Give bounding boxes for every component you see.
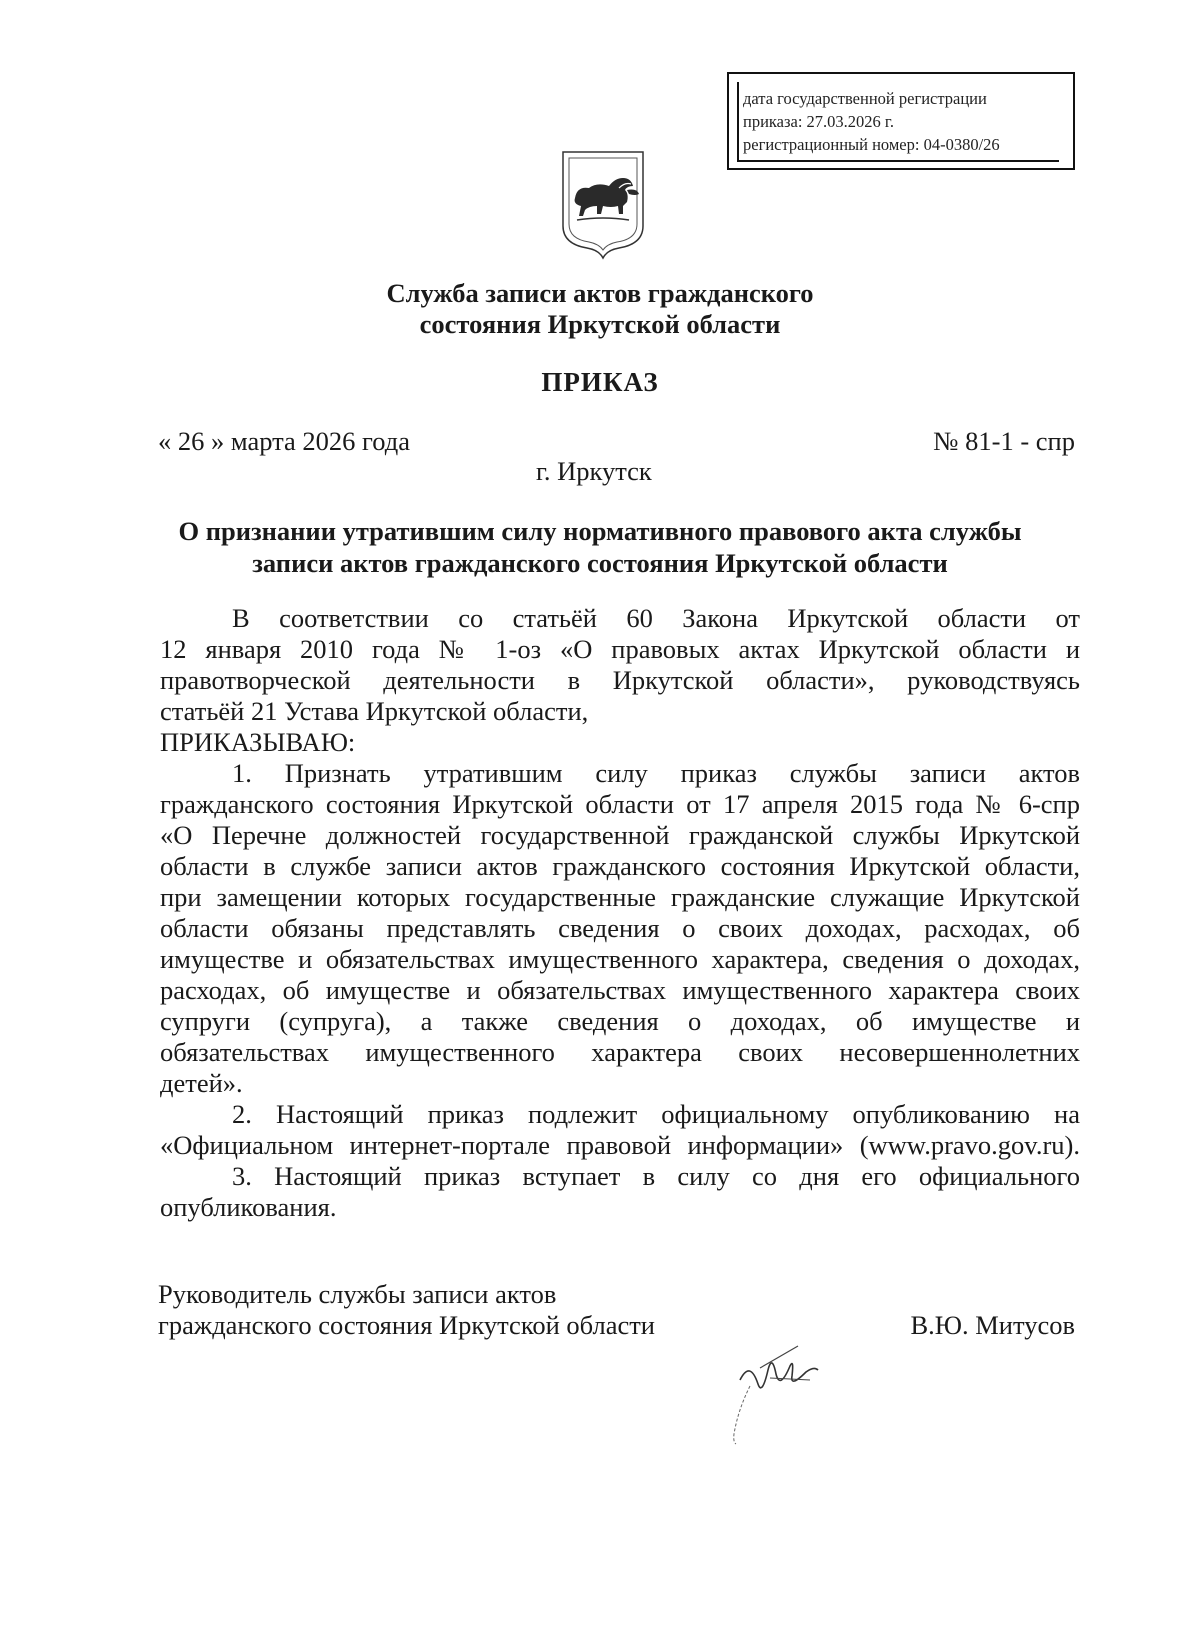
preamble-line: правотворческой деятельности в Иркутской области», руководствуясь [160,665,1080,695]
item1-line: расходах, об имуществе и обязательствах имущественного характера своих [160,975,1080,1005]
registration-number: регистрационный номер: 04-0380/26 [743,135,1000,154]
registration-date-value: приказа: 27.03.2026 г. [743,112,894,131]
irkutsk-coat-of-arms-icon [557,148,649,260]
registration-stamp [727,72,1075,170]
item2-line: 2. Настоящий приказ подлежит официальному опубликованию на [232,1099,1080,1129]
order-number: № 81-1 - спр [933,426,1075,456]
order-title-line2: записи актов гражданского состояния Иркутской области [252,548,948,578]
item1-line: «О Перечне должностей государственной гражданской службы Иркутской [160,820,1080,850]
order-city: г. Иркутск [536,456,652,486]
item1-line: при замещении которых государственные гражданские служащие Иркутской [160,882,1080,912]
org-name-line2: состояния Иркутской области [419,309,781,339]
item1-line: области в службе записи актов гражданского состояния Иркутской области, [160,851,1080,881]
order-word: ПРИКАЗЫВАЮ: [160,727,356,757]
preamble-line: статьёй 21 Устава Иркутской области, [160,696,589,726]
handwritten-signature [720,1340,840,1450]
order-date: « 26 » марта 2026 года [158,426,410,456]
document-type-heading: ПРИКАЗ [541,367,659,397]
signatory-position-line2: гражданского состояния Иркутской области [158,1310,655,1340]
preamble-line: В соответствии со статьёй 60 Закона Иркутской области от [232,603,1080,633]
item1-line: области обязаны представлять сведения о своих доходах, расходах, об [160,913,1080,943]
order-title-line1: О признании утратившим силу нормативного правового акта службы [178,516,1022,546]
item1-line: гражданского состояния Иркутской области от 17 апреля 2015 года № 6-спр [160,789,1080,819]
item1-line: детей». [160,1068,243,1098]
item3-line: опубликования. [160,1192,337,1222]
signatory-name: В.Ю. Митусов [910,1310,1075,1340]
registration-date-label: дата государственной регистрации [743,89,987,108]
item1-line: имуществе и обязательствах имущественного характера, сведения о доходах, [160,944,1080,974]
preamble-line: 12 января 2010 года № 1-оз «О правовых актах Иркутской области и [160,634,1080,664]
item1-line: 1. Признать утратившим силу приказ службы записи актов [232,758,1080,788]
item1-line: обязательствах имущественного характера своих несовершеннолетних [160,1037,1080,1067]
org-name-line1: Служба записи актов гражданского [386,278,814,308]
item2-line: «Официальном интернет-портале правовой информации» (www.pravo.gov.ru). [160,1130,1080,1160]
signatory-position-line1: Руководитель службы записи актов [158,1279,557,1309]
item1-line: супруги (супруга), а также сведения о доходах, об имуществе и [160,1006,1080,1036]
item3-line: 3. Настоящий приказ вступает в силу со дня его официального [232,1161,1080,1191]
